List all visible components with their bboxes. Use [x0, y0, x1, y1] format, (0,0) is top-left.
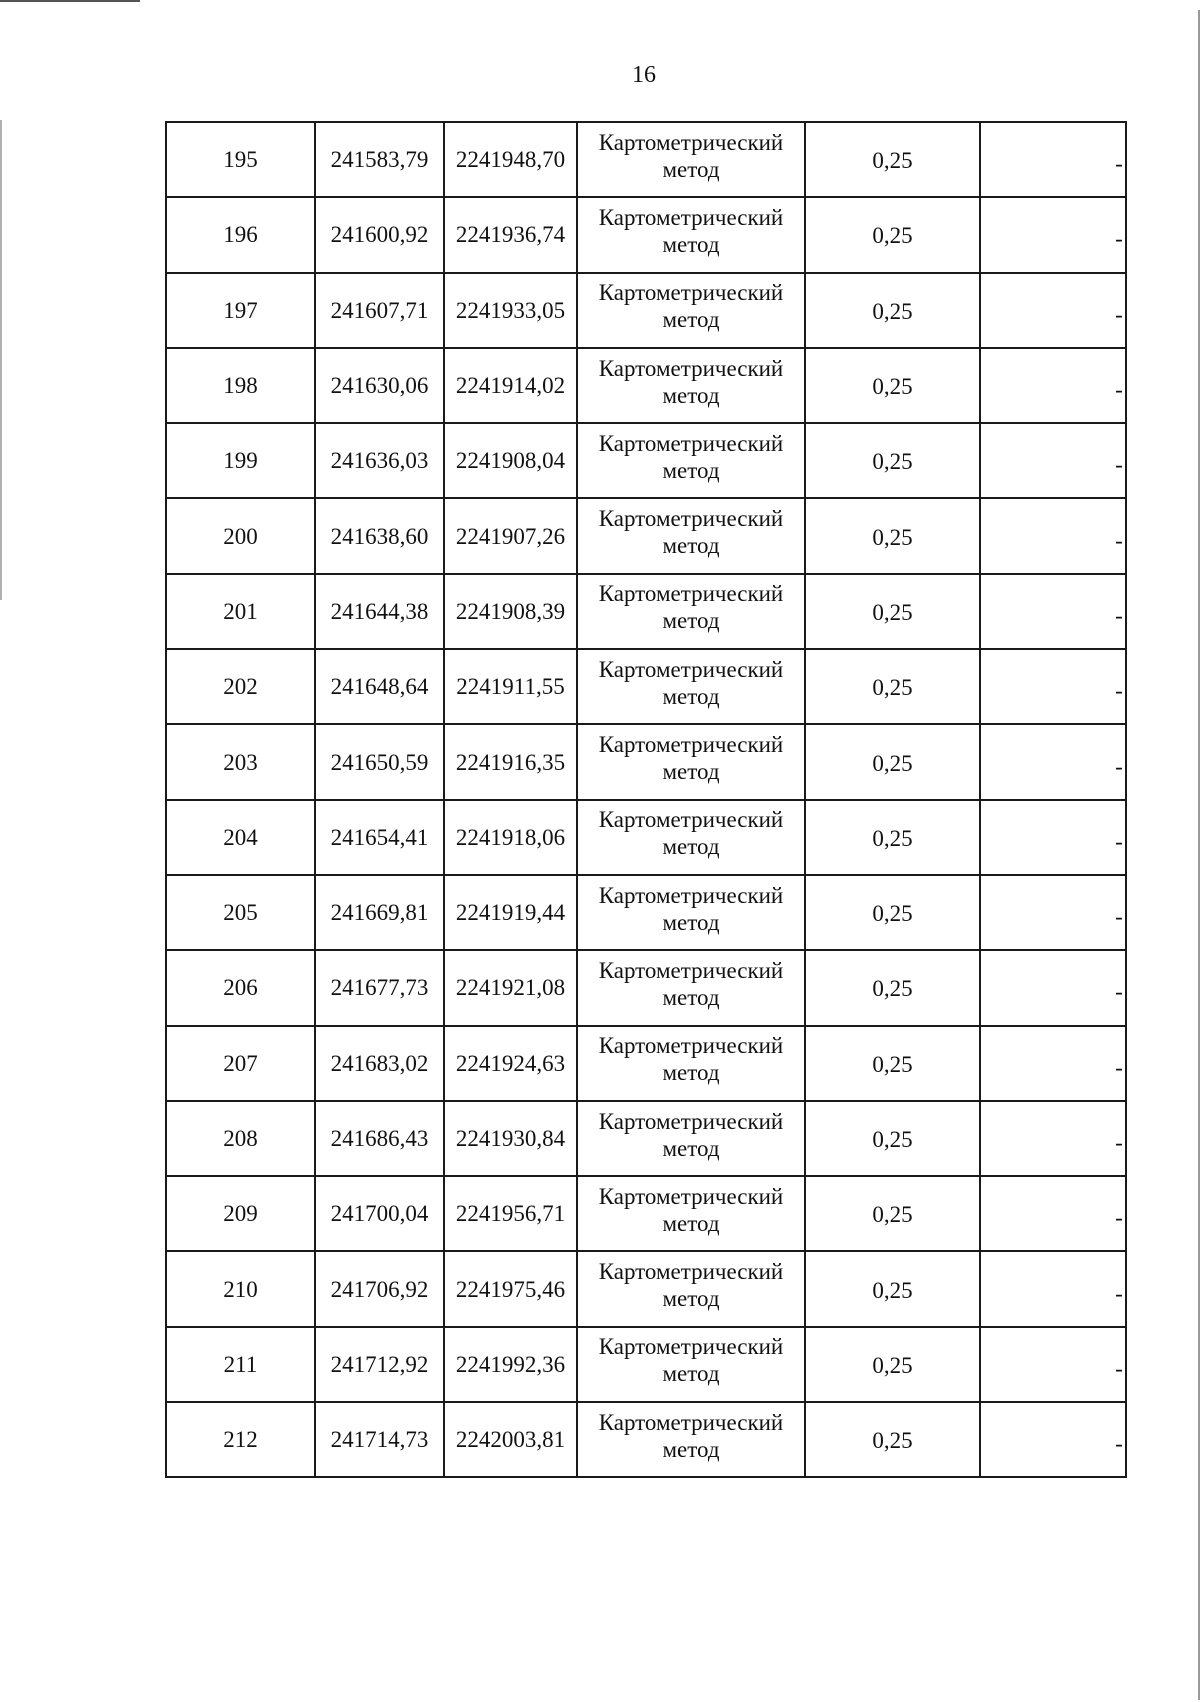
- extra-text: -: [1115, 828, 1123, 854]
- accuracy-text: 0,25: [872, 675, 913, 701]
- accuracy-text: 0,25: [872, 1352, 913, 1378]
- table-row: [166, 498, 1126, 573]
- method-text: Картометрический метод: [598, 1183, 784, 1236]
- method-text: Картометрический метод: [598, 581, 784, 634]
- coordinate-x-cell: [315, 273, 444, 348]
- extra-cell: [980, 197, 1126, 272]
- table-row: [166, 273, 1126, 348]
- method-cell: [577, 1176, 805, 1251]
- point-number-text: 203: [223, 749, 258, 775]
- coordinate-y-cell: [444, 423, 577, 498]
- point-number-cell: [166, 1251, 315, 1326]
- coordinate-x-text: 241677,73: [330, 975, 429, 1001]
- method-text: Картометрический метод: [598, 1409, 784, 1462]
- scan-top-edge-line: [0, 0, 140, 2]
- extra-cell: [980, 498, 1126, 573]
- extra-cell: [980, 724, 1126, 799]
- extra-cell: [980, 1402, 1126, 1477]
- coordinate-y-text: 2242003,81: [455, 1427, 566, 1453]
- extra-cell: [980, 875, 1126, 950]
- method-cell: [577, 423, 805, 498]
- extra-text: -: [1115, 1054, 1123, 1080]
- extra-cell: [980, 1327, 1126, 1402]
- extra-cell: [980, 950, 1126, 1025]
- method-cell: [577, 800, 805, 875]
- extra-text: -: [1115, 301, 1123, 327]
- extra-text: -: [1115, 226, 1123, 252]
- table-row: [166, 1101, 1126, 1176]
- point-number-cell: [166, 1026, 315, 1101]
- extra-cell: [980, 1251, 1126, 1326]
- coordinate-x-text: 241650,59: [330, 749, 429, 775]
- method-text: Картометрический метод: [598, 280, 784, 333]
- table-row: [166, 875, 1126, 950]
- extra-text: -: [1115, 377, 1123, 403]
- point-number-cell: [166, 724, 315, 799]
- point-number-text: 201: [223, 598, 258, 624]
- coordinate-y-cell: [444, 498, 577, 573]
- coordinate-x-cell: [315, 197, 444, 272]
- coordinate-y-text: 2241948,70: [455, 147, 566, 173]
- point-number-text: 209: [223, 1201, 258, 1227]
- extra-text: -: [1115, 151, 1123, 177]
- coordinate-y-cell: [444, 574, 577, 649]
- accuracy-text: 0,25: [872, 1428, 913, 1454]
- extra-cell: [980, 574, 1126, 649]
- method-cell: [577, 498, 805, 573]
- coordinate-y-text: 2241956,71: [455, 1201, 566, 1227]
- coordinate-y-cell: [444, 800, 577, 875]
- method-cell: [577, 197, 805, 272]
- coordinate-y-text: 2241975,46: [455, 1276, 566, 1302]
- point-number-cell: [166, 875, 315, 950]
- extra-text: -: [1115, 1130, 1123, 1155]
- accuracy-text: 0,25: [872, 1202, 913, 1228]
- method-text: Картометрический метод: [598, 1108, 784, 1161]
- coordinate-y-text: 2241921,08: [455, 975, 566, 1001]
- coordinate-x-cell: [315, 1327, 444, 1402]
- point-number-text: 202: [223, 674, 258, 700]
- coordinate-x-text: 241706,92: [330, 1276, 429, 1302]
- extra-cell: [980, 273, 1126, 348]
- point-number-text: 208: [223, 1126, 258, 1151]
- point-number-cell: [166, 1101, 315, 1176]
- coordinate-x-text: 241638,60: [330, 523, 429, 549]
- point-number-cell: [166, 423, 315, 498]
- coordinate-y-cell: [444, 1026, 577, 1101]
- accuracy-cell: [805, 423, 980, 498]
- table-row: [166, 1402, 1126, 1477]
- extra-cell: [980, 1176, 1126, 1251]
- point-number-cell: [166, 574, 315, 649]
- accuracy-text: 0,25: [872, 223, 913, 249]
- extra-text: -: [1115, 602, 1123, 628]
- point-number-cell: [166, 348, 315, 423]
- accuracy-cell: [805, 1176, 980, 1251]
- point-number-text: 195: [223, 147, 258, 173]
- coordinate-x-cell: [315, 724, 444, 799]
- accuracy-cell: [805, 950, 980, 1025]
- accuracy-cell: [805, 1026, 980, 1101]
- extra-text: -: [1115, 904, 1123, 930]
- coordinate-y-cell: [444, 649, 577, 724]
- coordinate-x-text: 241654,41: [330, 824, 429, 850]
- point-number-text: 212: [223, 1427, 258, 1453]
- method-cell: [577, 950, 805, 1025]
- coordinate-x-text: 241583,79: [330, 147, 429, 173]
- method-text: Картометрический метод: [598, 1259, 784, 1312]
- method-cell: [577, 1402, 805, 1477]
- coordinate-x-text: 241683,02: [330, 1050, 429, 1076]
- coordinate-x-cell: [315, 498, 444, 573]
- accuracy-text: 0,25: [872, 1051, 913, 1077]
- point-number-cell: [166, 273, 315, 348]
- method-text: Картометрический метод: [598, 355, 784, 408]
- method-text: Картометрический метод: [598, 732, 784, 785]
- accuracy-text: 0,25: [872, 298, 913, 324]
- coordinate-x-cell: [315, 875, 444, 950]
- coordinates-table-body: [166, 122, 1126, 1477]
- extra-cell: [980, 1101, 1126, 1176]
- coordinate-y-cell: [444, 1402, 577, 1477]
- method-cell: [577, 1251, 805, 1326]
- method-text: Картометрический метод: [598, 807, 784, 860]
- coordinate-x-cell: [315, 122, 444, 197]
- extra-cell: [980, 649, 1126, 724]
- method-text: Картометрический метод: [598, 957, 784, 1010]
- method-cell: [577, 122, 805, 197]
- coordinate-y-cell: [444, 273, 577, 348]
- accuracy-text: 0,25: [872, 1277, 913, 1303]
- extra-text: -: [1115, 1355, 1123, 1381]
- extra-text: -: [1115, 678, 1123, 704]
- point-number-text: 197: [223, 297, 258, 323]
- method-cell: [577, 875, 805, 950]
- table-row: [166, 1327, 1126, 1402]
- accuracy-text: 0,25: [872, 148, 913, 174]
- point-number-cell: [166, 498, 315, 573]
- accuracy-cell: [805, 348, 980, 423]
- accuracy-cell: [805, 1101, 980, 1176]
- coordinate-y-cell: [444, 724, 577, 799]
- method-cell: [577, 724, 805, 799]
- accuracy-cell: [805, 574, 980, 649]
- coordinate-x-cell: [315, 649, 444, 724]
- coordinate-y-text: 2241907,26: [455, 523, 566, 549]
- table-row: [166, 950, 1126, 1025]
- coordinate-x-text: 241636,03: [330, 448, 429, 474]
- coordinates-table: [165, 121, 1127, 1478]
- accuracy-cell: [805, 800, 980, 875]
- coordinate-y-cell: [444, 1251, 577, 1326]
- method-text: Картометрический метод: [598, 882, 784, 935]
- method-text: Картометрический метод: [598, 204, 784, 257]
- point-number-cell: [166, 122, 315, 197]
- coordinate-y-cell: [444, 197, 577, 272]
- accuracy-text: 0,25: [872, 599, 913, 625]
- extra-text: -: [1115, 1205, 1123, 1231]
- coordinate-y-text: 2241908,04: [455, 448, 566, 474]
- extra-text: -: [1115, 452, 1123, 478]
- point-number-cell: [166, 800, 315, 875]
- table-row: [166, 800, 1126, 875]
- coordinate-y-text: 2241918,06: [455, 824, 566, 850]
- coordinate-x-text: 241714,73: [330, 1427, 429, 1453]
- coordinate-y-text: 2241930,84: [455, 1126, 566, 1151]
- coordinate-x-cell: [315, 1176, 444, 1251]
- accuracy-cell: [805, 1251, 980, 1326]
- method-cell: [577, 649, 805, 724]
- point-number-cell: [166, 649, 315, 724]
- accuracy-cell: [805, 875, 980, 950]
- coordinate-x-cell: [315, 1101, 444, 1176]
- coordinate-x-cell: [315, 423, 444, 498]
- extra-text: -: [1115, 527, 1123, 553]
- coordinate-y-text: 2241914,02: [455, 373, 566, 399]
- accuracy-cell: [805, 649, 980, 724]
- coordinate-y-text: 2241992,36: [455, 1351, 566, 1377]
- accuracy-cell: [805, 122, 980, 197]
- extra-cell: [980, 423, 1126, 498]
- coordinate-x-cell: [315, 950, 444, 1025]
- coordinate-x-text: 241630,06: [330, 373, 429, 399]
- method-text: Картометрический метод: [598, 1033, 784, 1086]
- coordinate-x-cell: [315, 1026, 444, 1101]
- coordinate-y-text: 2241924,63: [455, 1050, 566, 1076]
- method-cell: [577, 273, 805, 348]
- coordinate-y-cell: [444, 1176, 577, 1251]
- accuracy-text: 0,25: [872, 750, 913, 776]
- accuracy-text: 0,25: [872, 901, 913, 927]
- coordinate-x-text: 241648,64: [330, 674, 429, 700]
- coordinate-x-text: 241600,92: [330, 222, 429, 248]
- point-number-text: 206: [223, 975, 258, 1001]
- table-row: [166, 1176, 1126, 1251]
- point-number-text: 196: [223, 222, 258, 248]
- point-number-cell: [166, 1327, 315, 1402]
- extra-text: -: [1115, 1280, 1123, 1306]
- coordinate-x-text: 241669,81: [330, 900, 429, 926]
- table-row: [166, 724, 1126, 799]
- point-number-text: 198: [223, 373, 258, 399]
- extra-cell: [980, 800, 1126, 875]
- accuracy-text: 0,25: [872, 976, 913, 1002]
- table-row: [166, 348, 1126, 423]
- accuracy-cell: [805, 197, 980, 272]
- extra-text: -: [1115, 753, 1123, 779]
- table-row: [166, 122, 1126, 197]
- method-text: Картометрический метод: [598, 129, 784, 182]
- point-number-cell: [166, 1176, 315, 1251]
- coordinate-y-cell: [444, 1101, 577, 1176]
- accuracy-text: 0,25: [872, 524, 913, 550]
- coordinate-y-text: 2241916,35: [455, 749, 566, 775]
- method-text: Картометрический метод: [598, 656, 784, 709]
- coordinate-y-text: 2241908,39: [455, 598, 566, 624]
- point-number-cell: [166, 197, 315, 272]
- accuracy-cell: [805, 1327, 980, 1402]
- coordinate-y-text: 2241933,05: [455, 297, 566, 323]
- method-cell: [577, 348, 805, 423]
- table-row: [166, 1251, 1126, 1326]
- accuracy-text: 0,25: [872, 1127, 913, 1152]
- coordinate-x-cell: [315, 348, 444, 423]
- point-number-text: 205: [223, 900, 258, 926]
- extra-text: -: [1115, 1431, 1123, 1457]
- coordinate-y-cell: [444, 122, 577, 197]
- method-text: Картометрический метод: [598, 506, 784, 559]
- extra-cell: [980, 1026, 1126, 1101]
- coordinate-y-cell: [444, 875, 577, 950]
- table-row: [166, 649, 1126, 724]
- coordinate-x-text: 241712,92: [330, 1351, 429, 1377]
- coordinate-y-cell: [444, 950, 577, 1025]
- coordinate-x-cell: [315, 1402, 444, 1477]
- accuracy-cell: [805, 724, 980, 799]
- accuracy-cell: [805, 273, 980, 348]
- page-number: 16: [632, 62, 656, 88]
- point-number-text: 200: [223, 523, 258, 549]
- point-number-text: 211: [223, 1351, 258, 1377]
- coordinate-y-text: 2241936,74: [455, 222, 566, 248]
- extra-cell: [980, 122, 1126, 197]
- point-number-text: 210: [223, 1276, 258, 1302]
- accuracy-cell: [805, 498, 980, 573]
- accuracy-text: 0,25: [872, 449, 913, 475]
- coordinate-x-cell: [315, 800, 444, 875]
- coordinate-y-cell: [444, 348, 577, 423]
- point-number-text: 204: [223, 824, 258, 850]
- accuracy-text: 0,25: [872, 374, 913, 400]
- coordinate-x-text: 241686,43: [330, 1126, 429, 1151]
- point-number-cell: [166, 1402, 315, 1477]
- method-text: Картометрический метод: [598, 1334, 784, 1387]
- table-row: [166, 1026, 1126, 1101]
- method-cell: [577, 1327, 805, 1402]
- coordinate-y-cell: [444, 1327, 577, 1402]
- coordinate-y-text: 2241919,44: [455, 900, 566, 926]
- extra-cell: [980, 348, 1126, 423]
- coordinate-x-cell: [315, 574, 444, 649]
- extra-text: -: [1115, 979, 1123, 1005]
- point-number-cell: [166, 950, 315, 1025]
- method-cell: [577, 1101, 805, 1176]
- scan-left-edge-line: [0, 120, 2, 600]
- coordinate-x-text: 241644,38: [330, 598, 429, 624]
- method-cell: [577, 1026, 805, 1101]
- point-number-text: 199: [223, 448, 258, 474]
- method-text: Картометрический метод: [598, 430, 784, 483]
- coordinate-y-text: 2241911,55: [456, 674, 565, 700]
- table-row: [166, 574, 1126, 649]
- coordinate-x-text: 241607,71: [330, 297, 429, 323]
- table-row: [166, 197, 1126, 272]
- coordinate-x-cell: [315, 1251, 444, 1326]
- coordinate-x-text: 241700,04: [330, 1201, 429, 1227]
- accuracy-text: 0,25: [872, 825, 913, 851]
- table-row: [166, 423, 1126, 498]
- point-number-text: 207: [223, 1050, 258, 1076]
- accuracy-cell: [805, 1402, 980, 1477]
- method-cell: [577, 574, 805, 649]
